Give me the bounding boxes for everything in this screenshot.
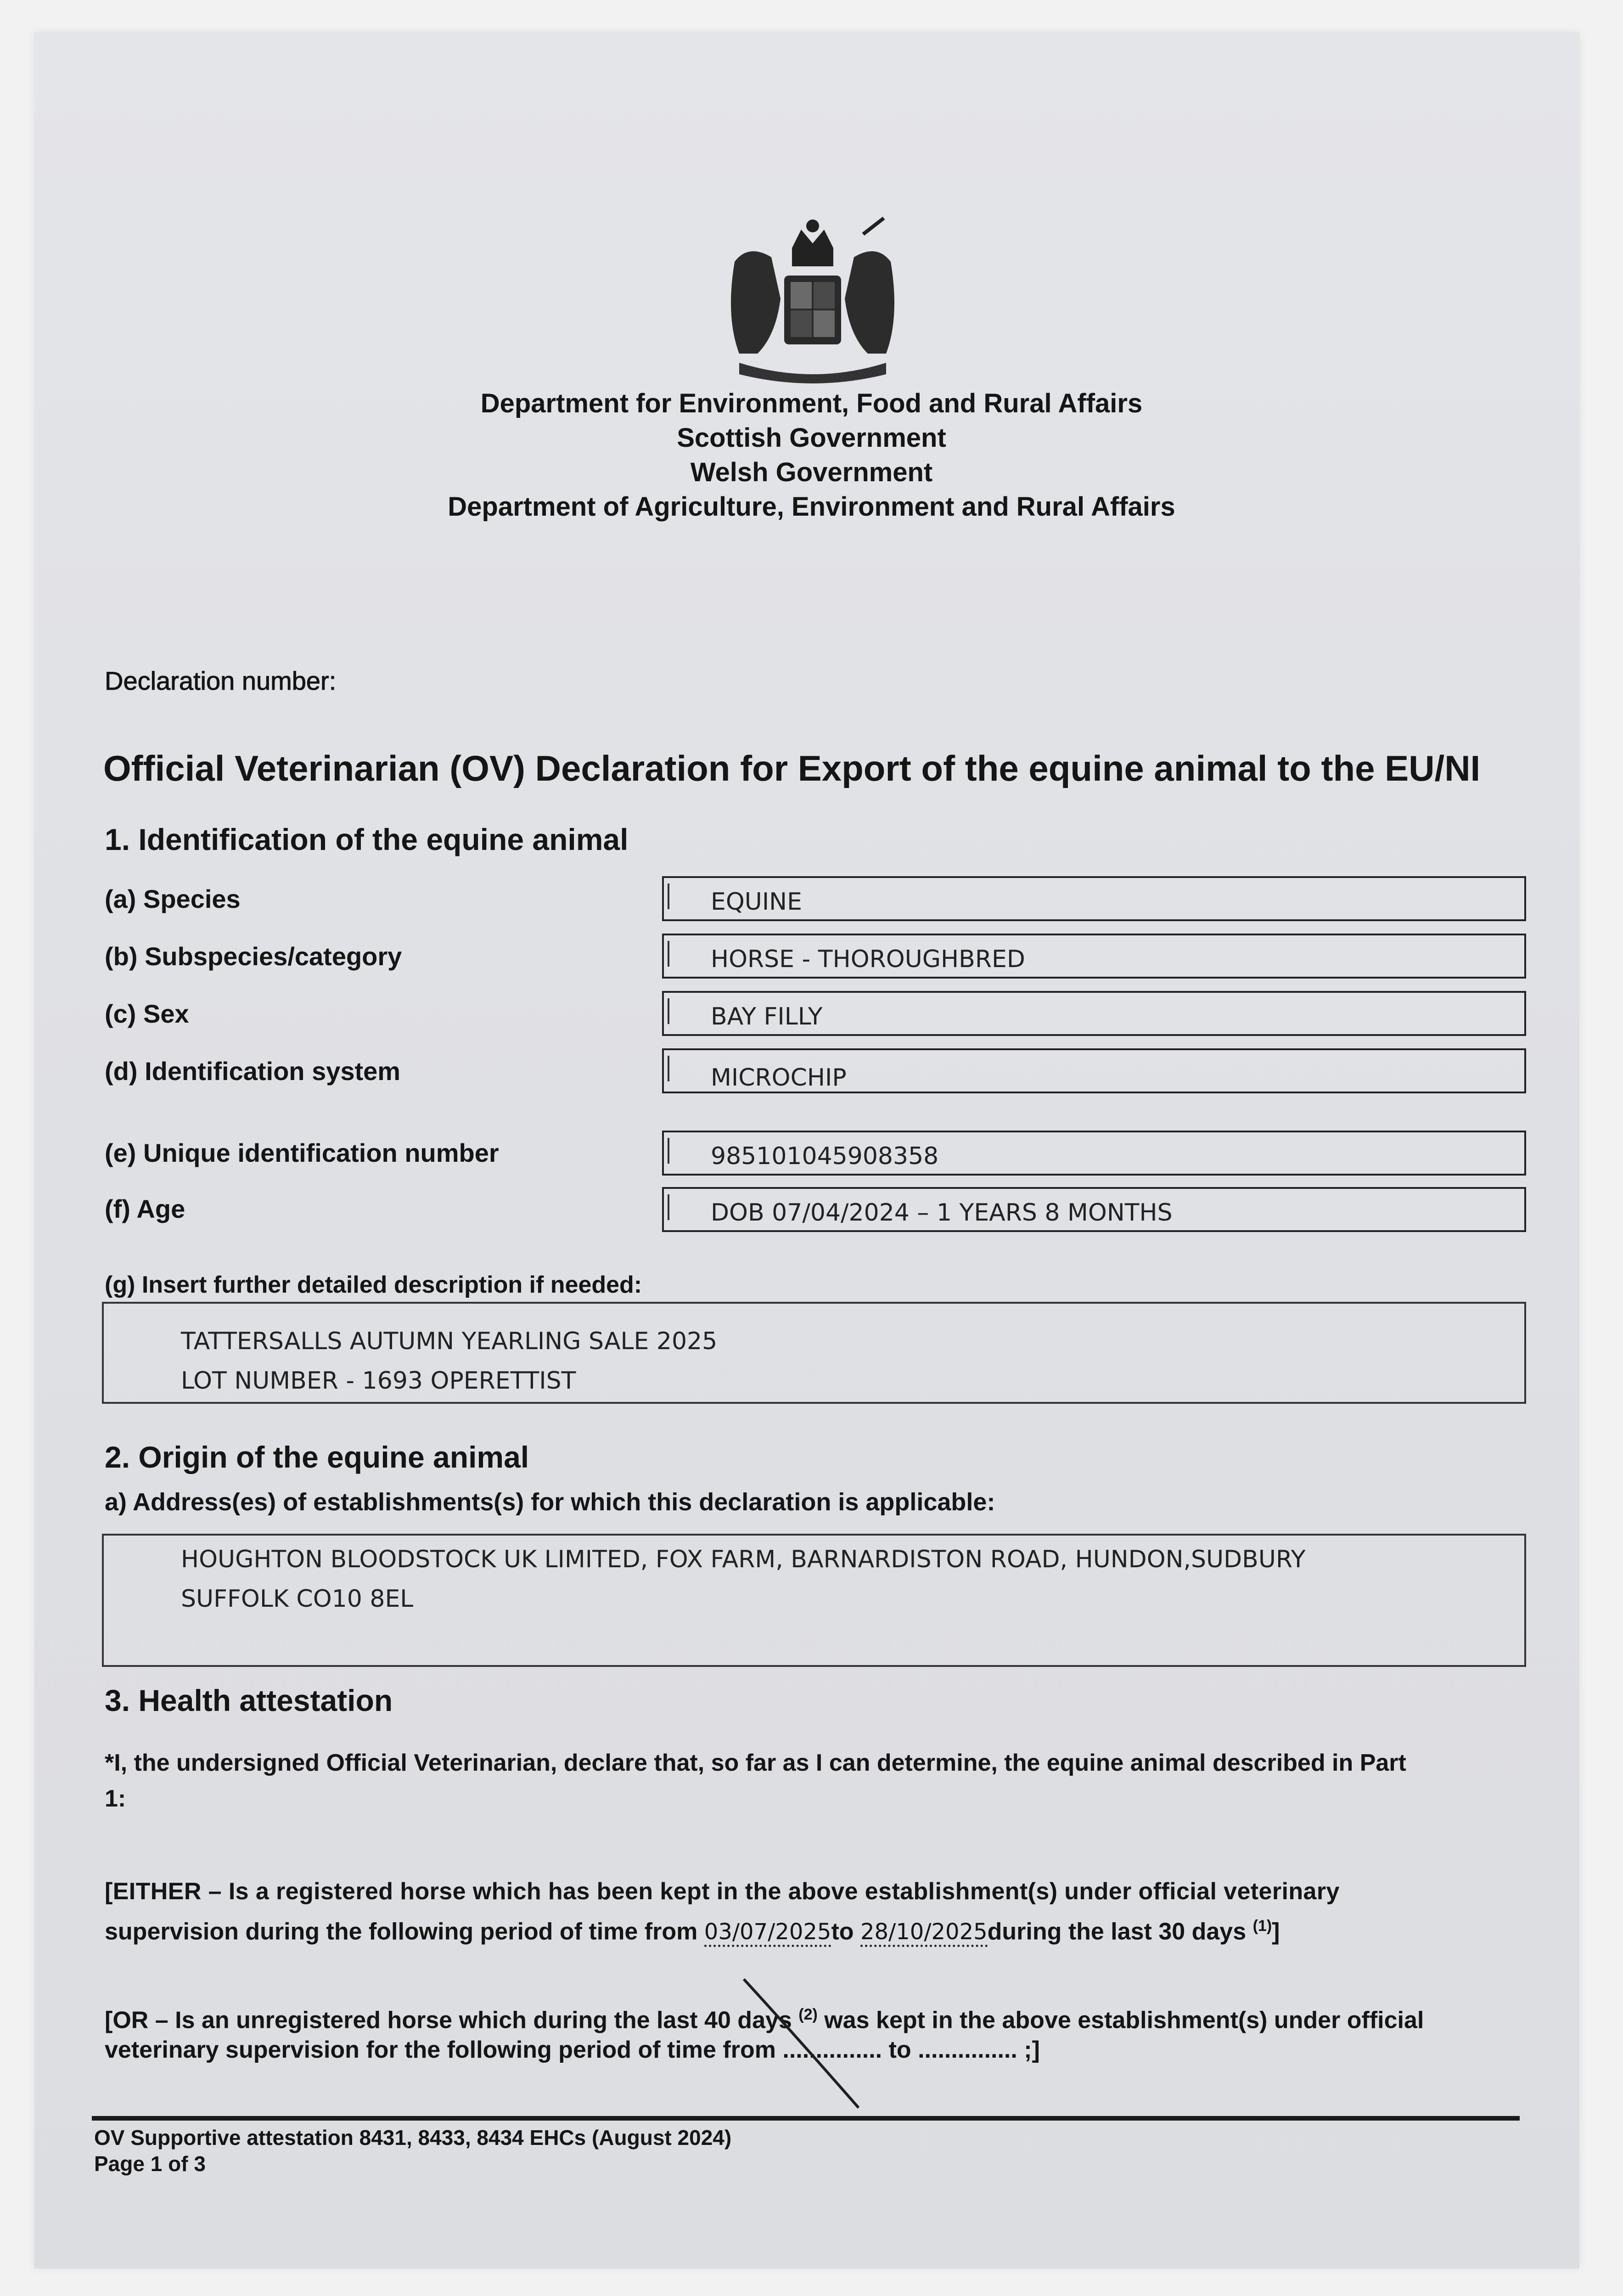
footer-page-number: Page 1 of 3 [94,2152,206,2176]
subspecies-field[interactable] [662,934,1526,979]
identification-system-field[interactable] [662,1048,1526,1093]
royal-coat-of-arms-icon [707,216,918,390]
either-suffix: during the last 30 days [987,1918,1253,1945]
department-scottish-government: Scottish Government [677,423,946,453]
unique-id-value: 985101045908358 [711,1142,939,1170]
page-current: 1 [150,2152,163,2176]
further-description-line-2: LOT NUMBER - 1693 OPERETTIST [181,1367,576,1395]
unique-id-field[interactable] [662,1131,1526,1176]
either-line-1: [EITHER – Is a registered horse which has been kept in the above establishment(s) under official veterinary [105,1878,1340,1905]
either-close: ] [1272,1918,1280,1945]
either-to-date: 28/10/2025 [860,1919,988,1947]
unique-id-label: (e) Unique identification number [105,1138,499,1167]
species-label: (a) Species [105,884,241,913]
health-intro-line-1: *I, the undersigned Official Veterinarian, declare that, so far as I can determine, the equine animal described in Part [105,1750,1406,1776]
sex-label: (c) Sex [105,999,189,1028]
address-line-2: SUFFOLK CO10 8EL [181,1585,414,1613]
address-box[interactable] [102,1534,1526,1667]
identification-system-value: MICROCHIP [711,1064,847,1092]
sex-field[interactable] [662,991,1526,1036]
department-defra: Department for Environment, Food and Rural Affairs [480,388,1143,418]
either-line-2 [105,1908,1280,1950]
address-label: a) Address(es) of establishments(s) for which this declaration is applicable: [105,1488,995,1516]
age-label: (f) Age [105,1194,185,1223]
section3-heading: 3. Health attestation [105,1683,393,1717]
either-footnote: (1) [1252,1917,1272,1935]
department-welsh-government: Welsh Government [690,457,933,487]
health-intro-line-2: 1: [105,1785,126,1812]
section2-heading: 2. Origin of the equine animal [105,1440,529,1474]
or-prefix: [OR – Is an unregistered horse which during the last 40 days [105,2007,799,2034]
footer-attestation: OV Supportive attestation 8431, 8433, 8434 EHCs (August 2024) [94,2126,732,2150]
or-suffix: was kept in the above establishment(s) under official [817,2007,1424,2034]
identification-system-label: (d) Identification system [105,1057,401,1086]
either-to-word: to [831,1918,860,1945]
species-value: EQUINE [711,888,802,916]
declaration-number-label: Declaration number: [105,666,337,695]
either-from-date: 03/07/2025 [704,1919,831,1947]
further-description-box[interactable] [102,1302,1526,1404]
strike-through-mark [735,1970,872,2117]
species-field[interactable] [662,876,1526,921]
sex-value: BAY FILLY [711,1003,823,1030]
further-description-line-1: TATTERSALLS AUTUMN YEARLING SALE 2025 [181,1328,718,1355]
subspecies-label: (b) Subspecies/category [105,942,402,971]
footer-rule [92,2116,1520,2121]
subspecies-value: HORSE - THOROUGHBRED [711,945,1025,973]
age-value: DOB 07/04/2024 – 1 YEARS 8 MONTHS [711,1199,1173,1227]
age-field[interactable] [662,1187,1526,1232]
address-line-1: HOUGHTON BLOODSTOCK UK LIMITED, FOX FARM, BARNARDISTON ROAD, HUNDON,SUDBURY [181,1546,1306,1573]
department-daera: Department of Agriculture, Environment and Rural Affairs [448,492,1175,522]
or-line-2: veterinary supervision for the following period of time from ............... to ............... ;] [105,2037,1040,2063]
or-footnote: (2) [798,2006,818,2023]
page-total: 3 [194,2152,206,2176]
section1-heading: 1. Identification of the equine animal [105,822,629,856]
page-title: Official Veterinarian (OV) Declaration for Export of the equine animal to the EU/NI [103,748,1481,788]
further-description-label: (g) Insert further detailed description if needed: [105,1272,642,1298]
either-prefix: supervision during the following period of time from [105,1918,704,1945]
